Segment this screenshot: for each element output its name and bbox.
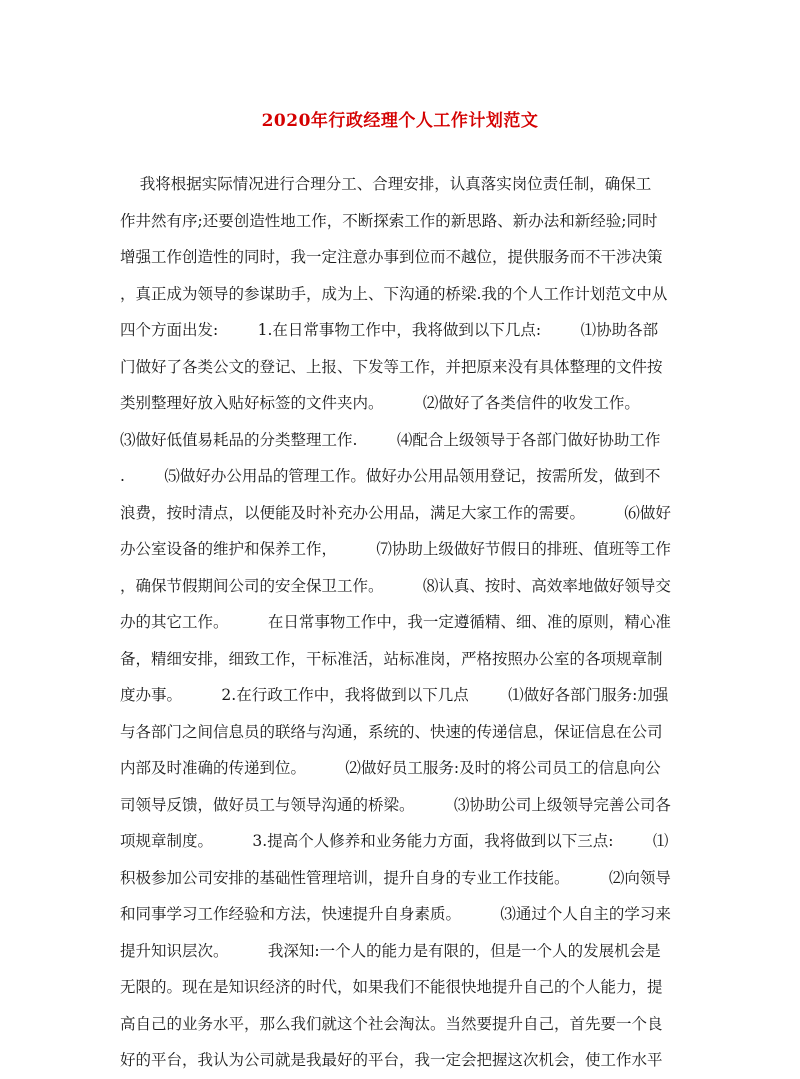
body-line: ，真正成为领导的参谋助手，成为上、下沟通的桥梁.我的个人工作计划范文中从	[120, 284, 668, 303]
body-line: 与各部门之间信息员的联络与沟通，系统的、快速的传递信息，保证信息在公司	[120, 722, 663, 741]
body-line: 四个方面出发: 1.在日常事物工作中，我将做到以下几点: ⑴协助各部	[120, 321, 659, 339]
body-line: 司领导反馈，做好员工与领导沟通的桥梁。 ⑶协助公司上级领导完善公司各	[120, 795, 671, 814]
body-line: 积极参加公司安排的基础性管理培训，提升自身的专业工作技能。 ⑵向领导	[120, 868, 671, 887]
body-line: 增强工作创造性的同时，我一定注意办事到位而不越位，提供服务而不干涉决策	[120, 248, 663, 266]
body-line: 度办事。 2.在行政工作中，我将做到以下几点 ⑴做好各部门服务:加强	[120, 686, 669, 704]
body-line: 备，精细安排，细致工作，干标准活，站标准岗，严格按照办公室的各项规章制	[120, 649, 663, 668]
body-line: 高自己的业务水平，那么我们就这个社会淘汰。当然要提升自己，首先要一个良	[120, 1014, 663, 1033]
body-line: 我将根据实际情况进行合理分工、合理安排，认真落实岗位责任制，确保工	[120, 175, 652, 193]
body-line: 和同事学习工作经验和方法，快速提升自身素质。 ⑶通过个人自主的学习来	[120, 905, 671, 923]
body-line: 无限的。现在是知识经济的时代，如果我们不能很快地提升自己的个人能力，提	[120, 978, 663, 996]
body-line: 类别整理好放入贴好标签的文件夹内。 ⑵做好了各类信件的收发工作。	[120, 394, 640, 412]
body-line: . ⑸做好办公用品的管理工作。做好办公用品领用登记，按需所发，做到不	[120, 467, 661, 485]
body-line: 浪费，按时清点，以便能及时补充办公用品，满足大家工作的需要。 ⑹做好	[120, 503, 671, 522]
body-line: ⑶做好低值易耗品的分类整理工作. ⑷配合上级领导于各部门做好协助工作	[120, 430, 661, 449]
body-line: 办的其它工作。 在日常事物工作中，我一定遵循精、细、准的原则，精心准	[120, 613, 671, 631]
body-line: 提升知识层次。 我深知:一个人的能力是有限的，但是一个人的发展机会是	[120, 941, 661, 960]
document-title: 2020年行政经理个人工作计划范文	[261, 111, 539, 131]
body-line: 门做好了各类公文的登记、上报、下发等工作，并把原来没有具体整理的文件按	[120, 357, 663, 376]
body-line: ，确保节假期间公司的安全保卫工作。 ⑻认真、按时、高效率地做好领导交	[120, 576, 671, 595]
body-line: 项规章制度。 3.提高个人修养和业务能力方面，我将做到以下三点: ⑴	[120, 832, 669, 850]
body-line: 好的平台，我认为公司就是我最好的平台，我一定会把握这次机会，使工作水平	[120, 1051, 663, 1069]
document-body	[120, 166, 680, 1079]
body-line: 内部及时准确的传递到位。 ⑵做好员工服务:及时的将公司员工的信息向公	[120, 759, 661, 777]
body-line: 作井然有序;还要创造性地工作，不断探索工作的新思路、新办法和新经验;同时	[120, 211, 658, 230]
body-line: 办公室设备的维护和保养工作， ⑺协助上级做好节假日的排班、值班等工作	[120, 540, 671, 558]
